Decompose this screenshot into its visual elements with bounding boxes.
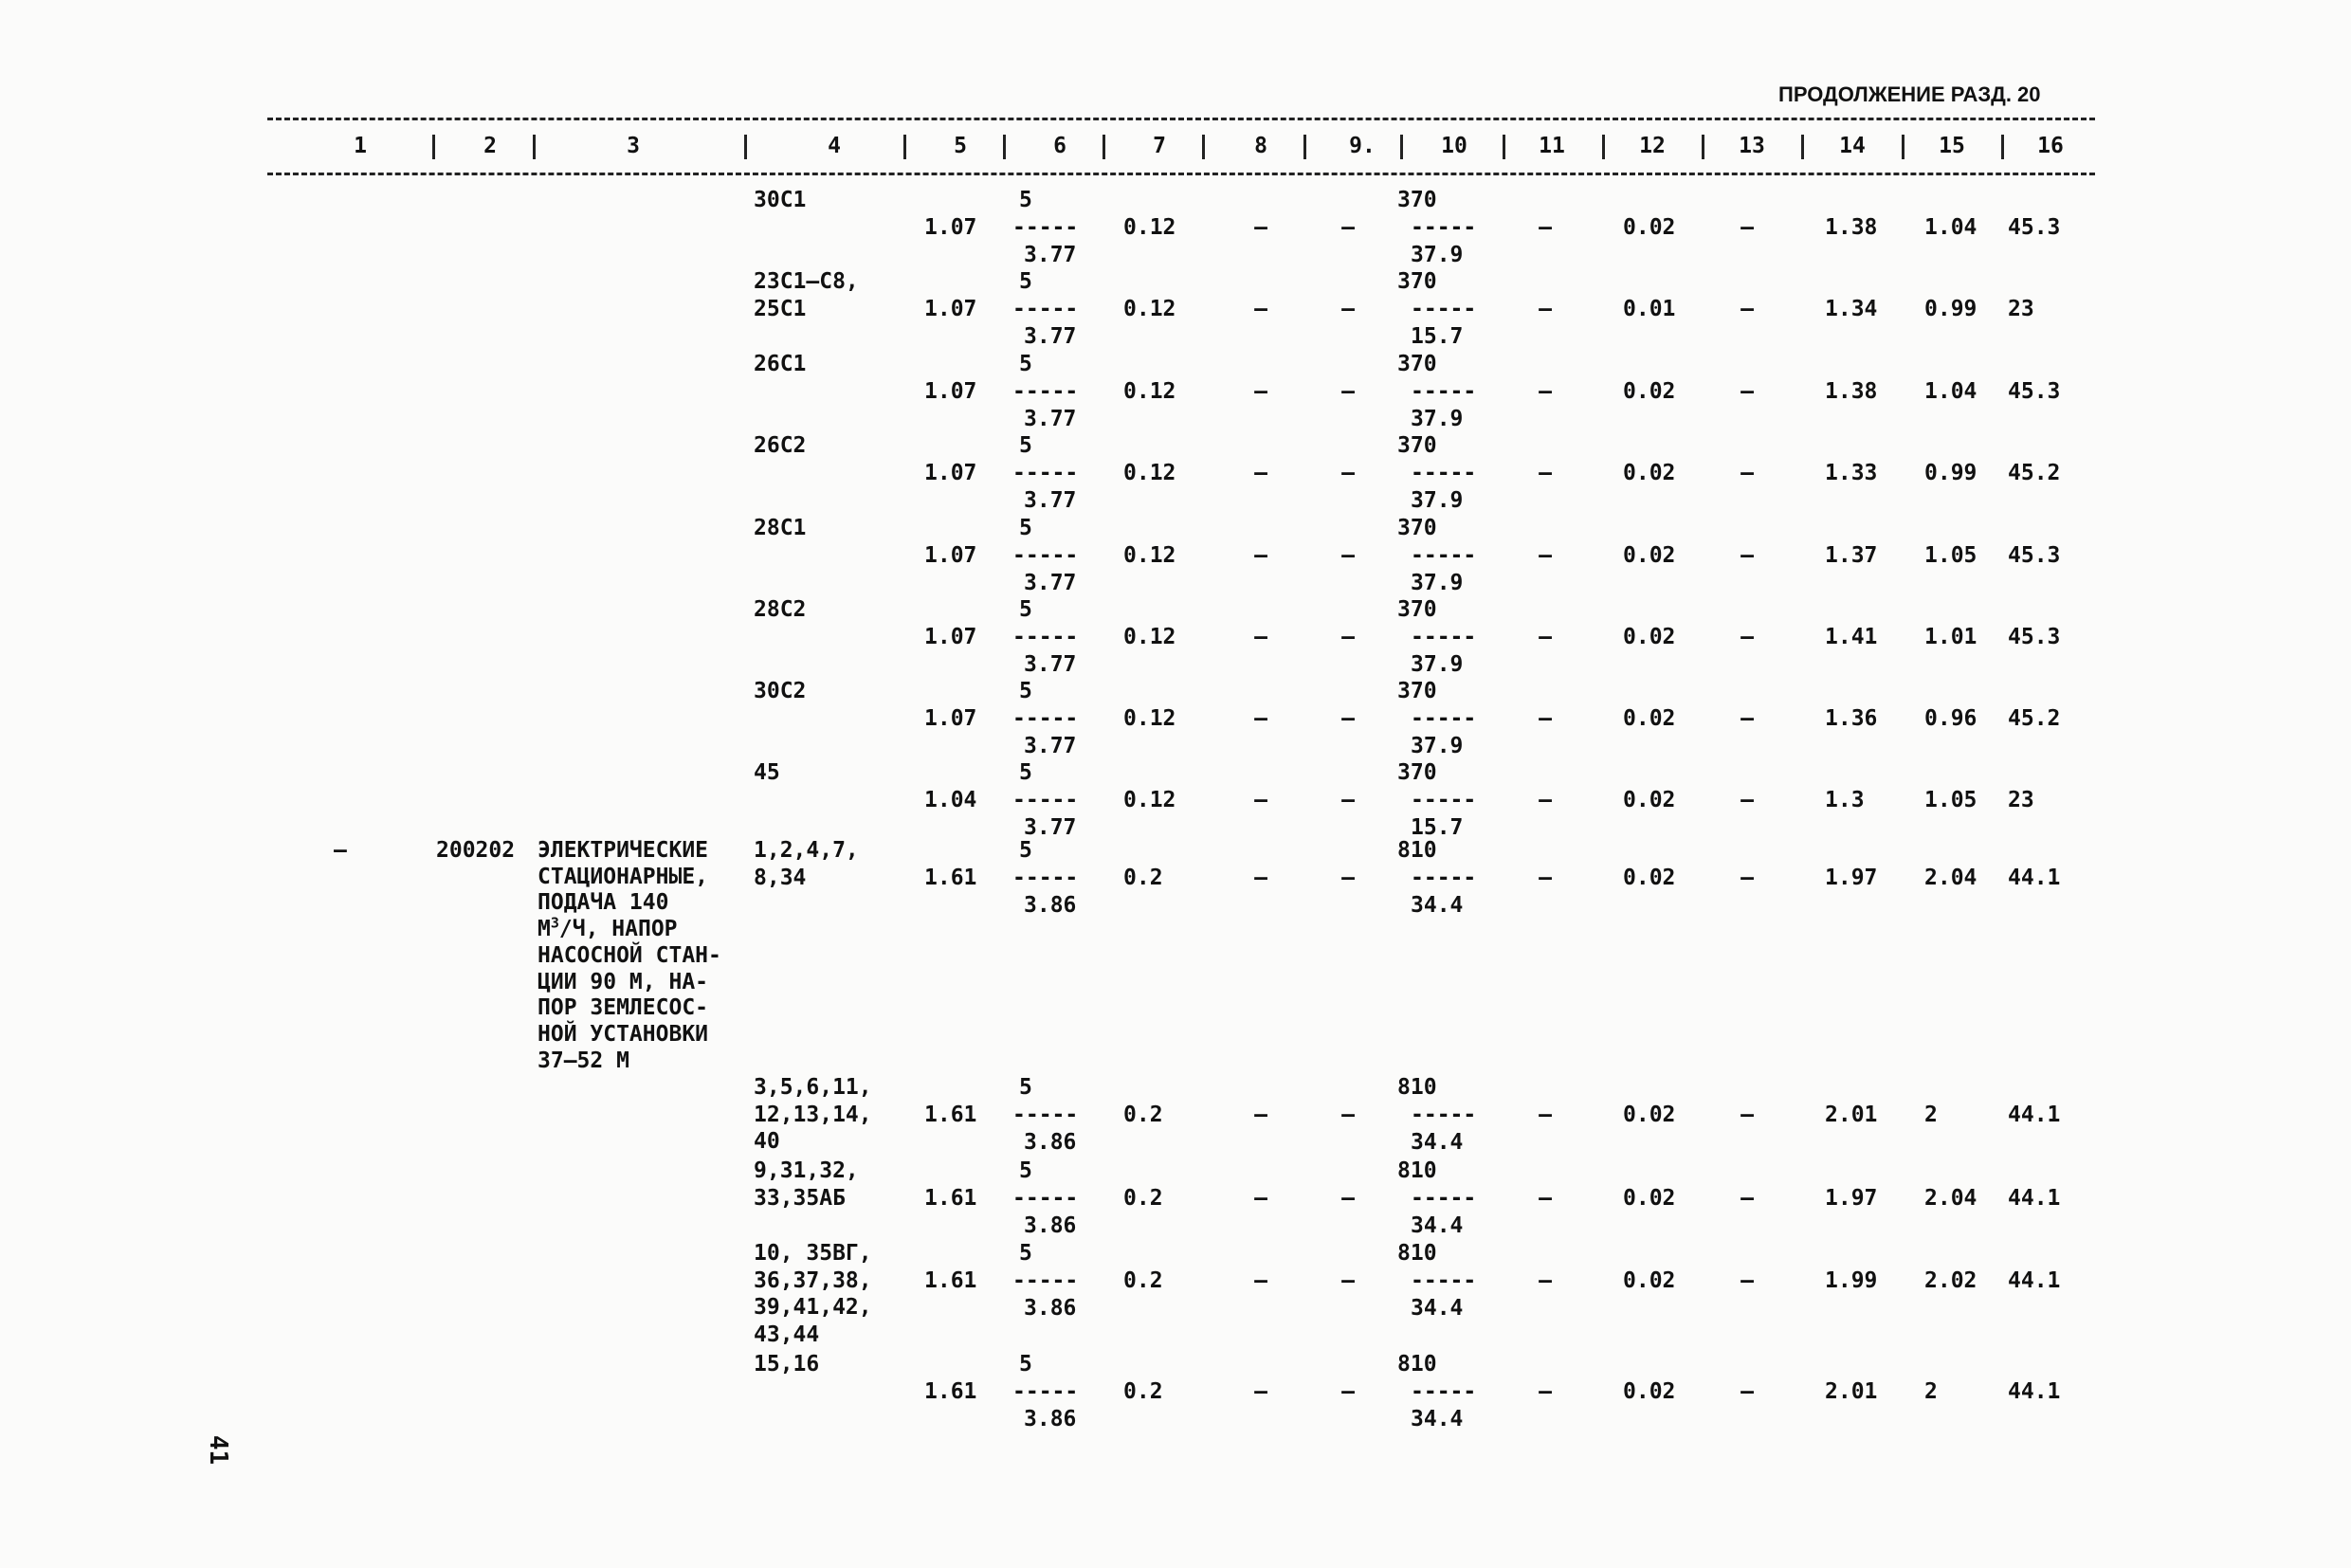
row-6-c15: 1.01 — [1924, 625, 1977, 649]
row-6-c11: – — [1539, 625, 1552, 649]
column-header-10: 10 — [1441, 134, 1467, 158]
row-7-c6-bar: ----- — [1012, 706, 1079, 731]
row-1-c13: – — [1740, 215, 1754, 240]
row-2-c16: 23 — [2008, 297, 2034, 321]
row-8-c5: 1.04 — [924, 788, 977, 812]
row-3-c10-num: 370 — [1397, 352, 1437, 376]
column-separator — [1602, 135, 1605, 159]
row-7-c4-line-1: 30С2 — [754, 679, 807, 703]
row-9-c6-num: 5 — [1019, 838, 1032, 863]
page-mark: 41 — [204, 1434, 233, 1466]
row-2-c4-line-2: 25С1 — [754, 296, 807, 321]
row-9-c13: – — [1740, 866, 1754, 890]
group-desc-line-6: НАСОСНОЙ СТАН- — [538, 942, 721, 968]
row-3-c4-line-1: 26С1 — [754, 352, 807, 376]
row-5-c8: – — [1254, 543, 1267, 568]
group-desc-line-8: ПОР ЗЕМЛЕСОС- — [538, 995, 709, 1021]
row-1-c14: 1.38 — [1825, 215, 1878, 240]
row-12-c10-num: 810 — [1397, 1241, 1437, 1266]
row-8-c10-num: 370 — [1397, 760, 1437, 785]
column-separator — [1503, 135, 1505, 159]
row-8-c10-bar: ----- — [1411, 788, 1477, 812]
column-separator — [1003, 135, 1006, 159]
row-10-c10-den: 34.4 — [1411, 1130, 1464, 1155]
row-3-c10-den: 37.9 — [1411, 407, 1464, 431]
row-10-c6-den: 3.86 — [1024, 1130, 1077, 1155]
row-7-c5: 1.07 — [924, 706, 977, 731]
row-10-c10-bar: ----- — [1411, 1103, 1477, 1127]
row-11-c7: 0.2 — [1123, 1186, 1163, 1211]
row-5-c6-num: 5 — [1019, 516, 1032, 540]
row-5-c14: 1.37 — [1825, 543, 1878, 568]
row-8-c11: – — [1539, 788, 1552, 812]
group-desc-line-3: ПОДАЧА 140 — [538, 890, 669, 916]
row-8-c12: 0.02 — [1623, 788, 1676, 812]
row-7-c16: 45.2 — [2008, 706, 2061, 731]
row-10-c16: 44.1 — [2008, 1103, 2061, 1127]
row-11-c10-num: 810 — [1397, 1158, 1437, 1183]
group-col1: – — [334, 838, 347, 863]
row-12-c4-line-2: 36,37,38, — [754, 1267, 872, 1293]
row-9-c12: 0.02 — [1623, 866, 1676, 890]
row-9-c10-num: 810 — [1397, 838, 1437, 863]
row-12-c14: 1.99 — [1825, 1268, 1878, 1293]
row-10-c5: 1.61 — [924, 1103, 977, 1127]
row-2-c10-num: 370 — [1397, 269, 1437, 294]
row-4-c11: – — [1539, 461, 1552, 485]
row-7-c10-num: 370 — [1397, 679, 1437, 703]
row-7-c8: – — [1254, 706, 1267, 731]
row-3-c11: – — [1539, 379, 1552, 404]
row-7-c14: 1.36 — [1825, 706, 1878, 731]
column-header-12: 12 — [1639, 134, 1666, 158]
row-4-c14: 1.33 — [1825, 461, 1878, 485]
row-7-c7: 0.12 — [1123, 706, 1176, 731]
row-3-c14: 1.38 — [1825, 379, 1878, 404]
row-10-c8: – — [1254, 1103, 1267, 1127]
row-13-c10-num: 810 — [1397, 1352, 1437, 1377]
group-desc-line-9: НОЙ УСТАНОВКИ — [538, 1021, 709, 1047]
column-header-11: 11 — [1539, 134, 1565, 158]
row-11-c12: 0.02 — [1623, 1186, 1676, 1211]
row-13-c6-den: 3.86 — [1024, 1407, 1077, 1431]
row-9-c16: 44.1 — [2008, 866, 2061, 890]
row-8-c6-num: 5 — [1019, 760, 1032, 785]
row-1-c10-bar: ----- — [1411, 215, 1477, 240]
row-8-c16: 23 — [2008, 788, 2034, 812]
row-2-c15: 0.99 — [1924, 297, 1977, 321]
column-header-8: 8 — [1254, 134, 1267, 158]
column-header-4: 4 — [828, 134, 841, 158]
row-8-c15: 1.05 — [1924, 788, 1977, 812]
column-header-14: 14 — [1839, 134, 1866, 158]
row-5-c9: – — [1341, 543, 1355, 568]
row-3-c5: 1.07 — [924, 379, 977, 404]
row-7-c6-den: 3.77 — [1024, 734, 1077, 758]
row-11-c6-bar: ----- — [1012, 1186, 1079, 1211]
row-4-c16: 45.2 — [2008, 461, 2061, 485]
row-4-c6-den: 3.77 — [1024, 488, 1077, 513]
row-12-c5: 1.61 — [924, 1268, 977, 1293]
column-separator — [1202, 135, 1205, 159]
row-13-c10-den: 34.4 — [1411, 1407, 1464, 1431]
row-6-c10-bar: ----- — [1411, 625, 1477, 649]
row-12-c8: – — [1254, 1268, 1267, 1293]
row-3-c10-bar: ----- — [1411, 379, 1477, 404]
row-8-c14: 1.3 — [1825, 788, 1865, 812]
row-4-c9: – — [1341, 461, 1355, 485]
group-desc-unit-rest: /Ч, НАПОР — [558, 917, 678, 942]
row-13-c15: 2 — [1924, 1379, 1938, 1404]
row-11-c14: 1.97 — [1825, 1186, 1878, 1211]
row-8-c4-line-1: 45 — [754, 760, 780, 785]
row-5-c16: 45.3 — [2008, 543, 2061, 568]
column-header-2: 2 — [483, 134, 497, 158]
row-7-c15: 0.96 — [1924, 706, 1977, 731]
row-1-c9: – — [1341, 215, 1355, 240]
row-4-c10-den: 37.9 — [1411, 488, 1464, 513]
row-11-c4-line-1: 9,31,32, — [754, 1158, 859, 1183]
row-3-c7: 0.12 — [1123, 379, 1176, 404]
row-10-c13: – — [1740, 1103, 1754, 1127]
row-6-c14: 1.41 — [1825, 625, 1878, 649]
row-10-c6-bar: ----- — [1012, 1103, 1079, 1127]
row-5-c12: 0.02 — [1623, 543, 1676, 568]
row-9-c8: – — [1254, 866, 1267, 890]
row-4-c7: 0.12 — [1123, 461, 1176, 485]
row-4-c10-num: 370 — [1397, 433, 1437, 458]
row-1-c10-num: 370 — [1397, 188, 1437, 212]
row-4-c8: – — [1254, 461, 1267, 485]
row-5-c6-bar: ----- — [1012, 543, 1079, 568]
row-2-c4-line-1: 23С1–С8, — [754, 269, 859, 294]
row-9-c14: 1.97 — [1825, 866, 1878, 890]
row-4-c6-num: 5 — [1019, 433, 1032, 458]
row-9-c10-bar: ----- — [1411, 866, 1477, 890]
row-10-c14: 2.01 — [1825, 1103, 1878, 1127]
row-10-c6-num: 5 — [1019, 1075, 1032, 1100]
column-separator — [1801, 135, 1804, 159]
column-header-13: 13 — [1739, 134, 1765, 158]
group-desc-superscript: 3 — [550, 914, 559, 932]
row-2-c13: – — [1740, 297, 1754, 321]
row-13-c16: 44.1 — [2008, 1379, 2061, 1404]
row-3-c12: 0.02 — [1623, 379, 1676, 404]
group-desc-unit: М — [538, 917, 551, 942]
row-11-c4-line-2: 33,35АБ — [754, 1185, 846, 1211]
row-1-c6-den: 3.77 — [1024, 243, 1077, 267]
row-5-c7: 0.12 — [1123, 543, 1176, 568]
row-1-c15: 1.04 — [1924, 215, 1977, 240]
row-12-c4-line-1: 10, 35ВГ, — [754, 1241, 872, 1266]
row-8-c9: – — [1341, 788, 1355, 812]
row-1-c4-line-1: 30С1 — [754, 188, 807, 212]
row-12-c10-den: 34.4 — [1411, 1296, 1464, 1321]
row-12-c6-den: 3.86 — [1024, 1296, 1077, 1321]
row-3-c6-den: 3.77 — [1024, 407, 1077, 431]
row-4-c10-bar: ----- — [1411, 461, 1477, 485]
page-header: ПРОДОЛЖЕНИЕ РАЗД. 20 — [1778, 82, 2041, 106]
row-9-c11: – — [1539, 866, 1552, 890]
row-1-c5: 1.07 — [924, 215, 977, 240]
group-desc-line-2: СТАЦИОНАРНЫЕ, — [538, 864, 709, 889]
row-2-c7: 0.12 — [1123, 297, 1176, 321]
row-8-c6-den: 3.77 — [1024, 815, 1077, 840]
row-5-c13: – — [1740, 543, 1754, 568]
row-1-c16: 45.3 — [2008, 215, 2061, 240]
row-7-c11: – — [1539, 706, 1552, 731]
column-separator — [432, 135, 435, 159]
row-1-c12: 0.02 — [1623, 215, 1676, 240]
row-2-c12: 0.01 — [1623, 297, 1676, 321]
row-10-c12: 0.02 — [1623, 1103, 1676, 1127]
row-12-c12: 0.02 — [1623, 1268, 1676, 1293]
row-13-c10-bar: ----- — [1411, 1379, 1477, 1404]
row-5-c11: – — [1539, 543, 1552, 568]
row-2-c10-den: 15.7 — [1411, 324, 1464, 349]
row-7-c10-bar: ----- — [1411, 706, 1477, 731]
row-9-c9: – — [1341, 866, 1355, 890]
row-10-c10-num: 810 — [1397, 1075, 1437, 1100]
row-9-c15: 2.04 — [1924, 866, 1977, 890]
row-12-c16: 44.1 — [2008, 1268, 2061, 1293]
row-13-c4-line-1: 15,16 — [754, 1352, 820, 1377]
column-separator — [533, 135, 536, 159]
row-10-c7: 0.2 — [1123, 1103, 1163, 1127]
column-header-7: 7 — [1153, 134, 1166, 158]
row-6-c10-den: 37.9 — [1411, 652, 1464, 677]
column-header-3: 3 — [627, 134, 640, 158]
column-separator — [744, 135, 747, 159]
row-1-c6-num: 5 — [1019, 188, 1032, 212]
column-header-16: 16 — [2037, 134, 2064, 158]
row-13-c6-num: 5 — [1019, 1352, 1032, 1377]
row-4-c6-bar: ----- — [1012, 461, 1079, 485]
row-3-c9: – — [1341, 379, 1355, 404]
row-11-c11: – — [1539, 1186, 1552, 1211]
row-8-c7: 0.12 — [1123, 788, 1176, 812]
row-3-c6-bar: ----- — [1012, 379, 1079, 404]
row-7-c12: 0.02 — [1623, 706, 1676, 731]
row-3-c13: – — [1740, 379, 1754, 404]
column-header-6: 6 — [1053, 134, 1066, 158]
column-separator — [1103, 135, 1105, 159]
row-1-c10-den: 37.9 — [1411, 243, 1464, 267]
row-2-c14: 1.34 — [1825, 297, 1878, 321]
row-6-c9: – — [1341, 625, 1355, 649]
column-separator — [1400, 135, 1403, 159]
row-5-c10-bar: ----- — [1411, 543, 1477, 568]
row-12-c4-line-3: 39,41,42, — [754, 1295, 872, 1320]
row-10-c4-line-3: 40 — [754, 1129, 780, 1154]
row-2-c11: – — [1539, 297, 1552, 321]
row-1-c8: – — [1254, 215, 1267, 240]
row-13-c14: 2.01 — [1825, 1379, 1878, 1404]
row-13-c12: 0.02 — [1623, 1379, 1676, 1404]
column-header-5: 5 — [954, 134, 967, 158]
row-6-c10-num: 370 — [1397, 597, 1437, 622]
row-3-c15: 1.04 — [1924, 379, 1977, 404]
row-9-c6-bar: ----- — [1012, 866, 1079, 890]
row-6-c7: 0.12 — [1123, 625, 1176, 649]
row-8-c6-bar: ----- — [1012, 788, 1079, 812]
row-11-c10-den: 34.4 — [1411, 1213, 1464, 1238]
column-separator — [1702, 135, 1704, 159]
row-11-c6-num: 5 — [1019, 1158, 1032, 1183]
row-12-c11: – — [1539, 1268, 1552, 1293]
row-12-c6-bar: ----- — [1012, 1268, 1079, 1293]
group-desc-line-1: ЭЛЕКТРИЧЕСКИЕ — [538, 838, 709, 863]
row-5-c10-num: 370 — [1397, 516, 1437, 540]
column-separator — [1303, 135, 1306, 159]
column-separator — [903, 135, 906, 159]
row-12-c9: – — [1341, 1268, 1355, 1293]
row-11-c13: – — [1740, 1186, 1754, 1211]
row-7-c6-num: 5 — [1019, 679, 1032, 703]
row-13-c5: 1.61 — [924, 1379, 977, 1404]
column-header-15: 15 — [1939, 134, 1965, 158]
row-8-c13: – — [1740, 788, 1754, 812]
row-8-c10-den: 15.7 — [1411, 815, 1464, 840]
row-2-c10-bar: ----- — [1411, 297, 1477, 321]
row-1-c6-bar: ----- — [1012, 215, 1079, 240]
row-13-c7: 0.2 — [1123, 1379, 1163, 1404]
row-12-c13: – — [1740, 1268, 1754, 1293]
row-3-c6-num: 5 — [1019, 352, 1032, 376]
row-3-c8: – — [1254, 379, 1267, 404]
group-desc-line-7: ЦИИ 90 М, НА- — [538, 969, 709, 994]
column-separator — [2001, 135, 2004, 159]
row-9-c5: 1.61 — [924, 866, 977, 890]
row-6-c16: 45.3 — [2008, 625, 2061, 649]
row-13-c11: – — [1539, 1379, 1552, 1404]
row-6-c4-line-1: 28С2 — [754, 597, 807, 622]
row-10-c11: – — [1539, 1103, 1552, 1127]
row-12-c15: 2.02 — [1924, 1268, 1977, 1293]
row-12-c7: 0.2 — [1123, 1268, 1163, 1293]
row-10-c9: – — [1341, 1103, 1355, 1127]
row-2-c9: – — [1341, 297, 1355, 321]
row-6-c6-bar: ----- — [1012, 625, 1079, 649]
row-8-c8: – — [1254, 788, 1267, 812]
row-9-c6-den: 3.86 — [1024, 893, 1077, 918]
row-3-c16: 45.3 — [2008, 379, 2061, 404]
row-7-c10-den: 37.9 — [1411, 734, 1464, 758]
row-4-c12: 0.02 — [1623, 461, 1676, 485]
row-6-c5: 1.07 — [924, 625, 977, 649]
row-4-c13: – — [1740, 461, 1754, 485]
row-2-c6-bar: ----- — [1012, 297, 1079, 321]
row-11-c15: 2.04 — [1924, 1186, 1977, 1211]
row-4-c5: 1.07 — [924, 461, 977, 485]
header-rule-bottom — [267, 173, 2095, 175]
header-rule-top — [267, 118, 2095, 120]
row-13-c9: – — [1341, 1379, 1355, 1404]
row-9-c10-den: 34.4 — [1411, 893, 1464, 918]
column-separator — [1902, 135, 1904, 159]
row-6-c6-den: 3.77 — [1024, 652, 1077, 677]
row-6-c12: 0.02 — [1623, 625, 1676, 649]
row-10-c15: 2 — [1924, 1103, 1938, 1127]
row-4-c15: 0.99 — [1924, 461, 1977, 485]
row-7-c13: – — [1740, 706, 1754, 731]
row-1-c7: 0.12 — [1123, 215, 1176, 240]
row-7-c9: – — [1341, 706, 1355, 731]
row-9-c7: 0.2 — [1123, 866, 1163, 890]
group-code: 200202 — [436, 838, 516, 863]
row-2-c6-den: 3.77 — [1024, 324, 1077, 349]
row-5-c5: 1.07 — [924, 543, 977, 568]
row-5-c6-den: 3.77 — [1024, 571, 1077, 595]
row-11-c6-den: 3.86 — [1024, 1213, 1077, 1238]
row-10-c4-line-2: 12,13,14, — [754, 1102, 872, 1127]
row-1-c11: – — [1539, 215, 1552, 240]
row-6-c13: – — [1740, 625, 1754, 649]
group-desc-line-4 — [538, 914, 678, 942]
row-2-c8: – — [1254, 297, 1267, 321]
row-10-c4-line-1: 3,5,6,11, — [754, 1075, 872, 1100]
row-9-c4-line-2: 8,34 — [754, 865, 807, 890]
row-11-c16: 44.1 — [2008, 1186, 2061, 1211]
row-5-c4-line-1: 28С1 — [754, 516, 807, 540]
row-12-c10-bar: ----- — [1411, 1268, 1477, 1293]
row-5-c10-den: 37.9 — [1411, 571, 1464, 595]
row-11-c8: – — [1254, 1186, 1267, 1211]
row-6-c6-num: 5 — [1019, 597, 1032, 622]
row-13-c13: – — [1740, 1379, 1754, 1404]
row-5-c15: 1.05 — [1924, 543, 1977, 568]
column-header-1: 1 — [354, 134, 367, 158]
row-9-c4-line-1: 1,2,4,7, — [754, 838, 859, 863]
row-12-c4-line-4: 43,44 — [754, 1322, 820, 1347]
row-2-c6-num: 5 — [1019, 269, 1032, 294]
group-desc-line-10: 37–52 М — [538, 1048, 629, 1073]
row-6-c8: – — [1254, 625, 1267, 649]
row-2-c5: 1.07 — [924, 297, 977, 321]
row-11-c5: 1.61 — [924, 1186, 977, 1211]
row-4-c4-line-1: 26С2 — [754, 433, 807, 458]
row-11-c10-bar: ----- — [1411, 1186, 1477, 1211]
row-13-c8: – — [1254, 1379, 1267, 1404]
row-12-c6-num: 5 — [1019, 1241, 1032, 1266]
row-13-c6-bar: ----- — [1012, 1379, 1079, 1404]
row-11-c9: – — [1341, 1186, 1355, 1211]
column-header-9: 9. — [1349, 134, 1376, 158]
